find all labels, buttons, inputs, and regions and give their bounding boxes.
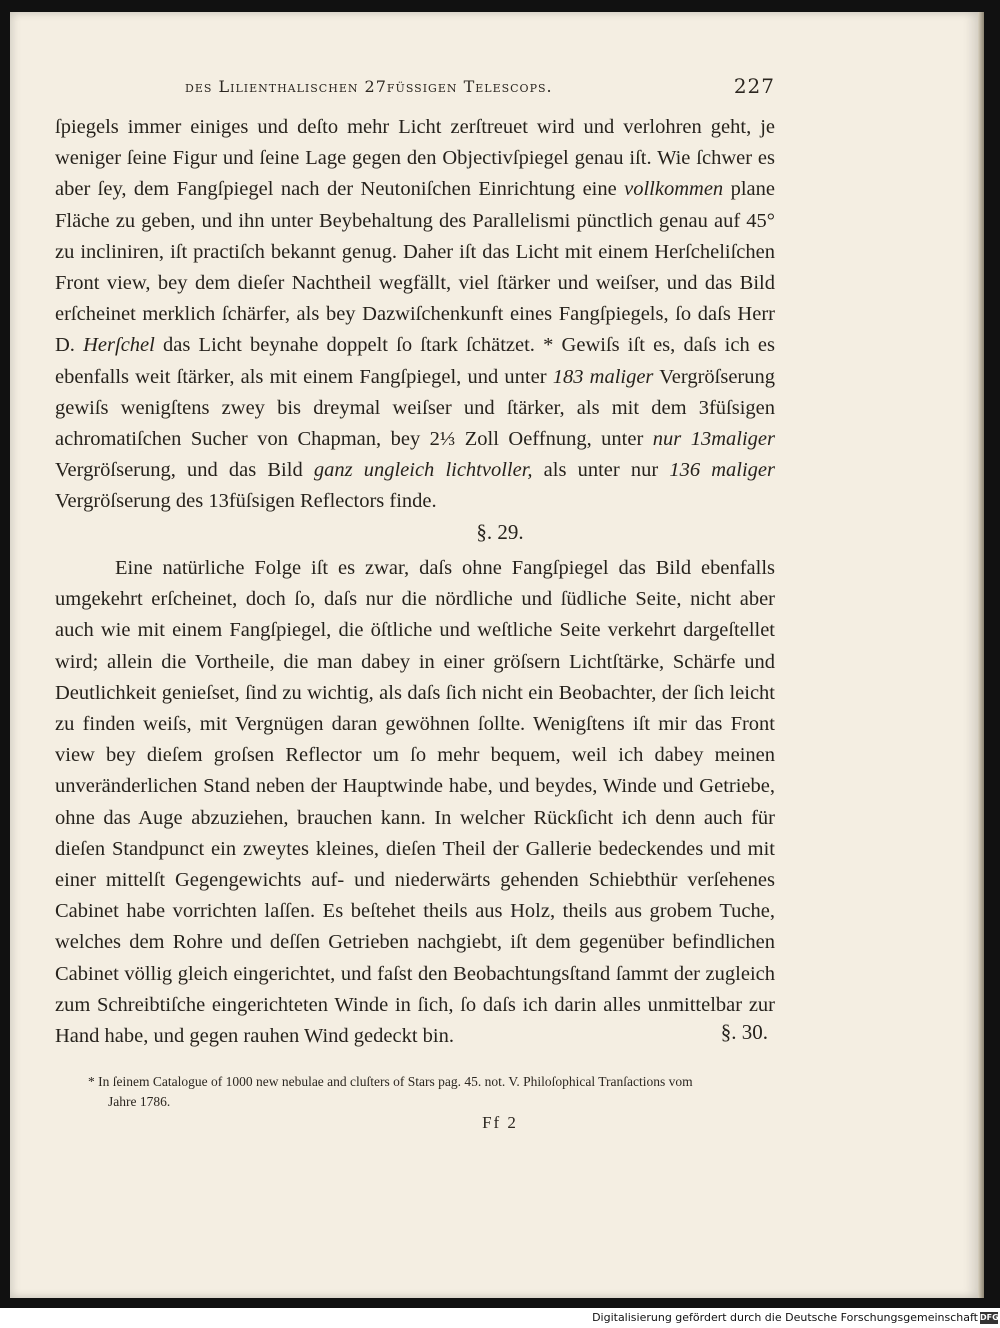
text-run: Vergröſserung des 13füſsigen Reflectors finde. [55, 490, 437, 513]
text-run: das Licht beynahe doppelt ſo ſtark ſchätzet. * Gewiſs iſt es, daſs ich es ebenfalls weit ſtärker, als mit einem Fangſpiegel, und unter [55, 334, 775, 388]
footnote-line-2: Jahre 1786. [108, 1094, 171, 1109]
text-run: ſpiegels immer einiges und deſto mehr Licht zerſtreuet wird und verlohren geht, je weniger ſeine Figur und ſeine Lage gegen den Objectivſpiegel genau iſt. Wie ſchwer es aber ſey, dem Fangſpiegel nach der Neutoniſchen Einrichtung eine [55, 116, 775, 201]
text-run: Vergröſserung, und das Bild [55, 459, 314, 482]
footnote [88, 1072, 778, 1112]
italic-run: 183 maliger [552, 365, 654, 388]
paragraph-2 [55, 553, 775, 1052]
page-number: 227 [733, 74, 775, 98]
dfg-logo: DFG [980, 1313, 999, 1322]
italic-run: ganz ungleich lichtvoller, [313, 459, 533, 482]
italic-run: Herſchel [83, 334, 155, 357]
italic-run: vollkommen [624, 178, 724, 201]
paragraph-1 [55, 112, 775, 518]
section-heading: §. 29. [476, 520, 524, 544]
italic-run: nur 13maliger [652, 428, 776, 451]
italic-run: 136 maliger [669, 459, 775, 482]
footnote-line-1: * In ſeinem Catalogue of 1000 new nebulae and cluſters of Stars pag. 45. not. V. Philoſophical Tranſactions vom [88, 1074, 693, 1089]
running-head [185, 74, 775, 98]
text-run: Eine natürliche Folge iſt es zwar, daſs ohne Fangſpiegel das Bild ebenfalls umgekehrt erſcheinet, doch ſo, daſs nur die nördliche und ſüdliche Seite, nicht aber auch wie mit einem Fangſpiegel, die öſtliche und weſtliche Seite verkehrt dargeſtellet wird; allein die Vortheile, die man dabey in einer gröſsern Lichtſtärke, Schärfe und Deutlichkeit genieſset, ſind zu wichtig, als daſs ſich nicht ein Beobachter, der ſich leicht zu finden weiſs, mit Vergnügen daran gewöhnen ſollte. Wenigſtens iſt mir das Front view bey dieſem groſsen Reflector um ſo mehr bequem, weil ich dabey meinen unveränderlichen Stand neben der Hauptwinde habe, und beydes, Winde und Getriebe, ohne das Auge abzuziehen, brauchen kann. In welcher Rückſicht ich denn auch für dieſen Standpunct ein zweytes kleines, dieſen Theil der Gallerie bedeckendes und mit einer mittelſt Gegengewichts auf- und niederwärts gehenden Schiebthür verſehenes Cabinet habe vorrichten laſſen. Es beſtehet theils aus Holz, theils aus grobem Tuche, welches dem Rohre und deſſen Getrieben nachgiebt, iſt dem gegenüber befindlichen Cabinet völlig gleich eingerichtet, und faſst den Beobachtungsſtand ſammt der zugleich zum Schreibtiſche eingerichteten Winde in ſich, ſo daſs ich darin alles unmittelbar zur Hand habe, und gegen rauhen Wind gedeckt bin. [55, 557, 775, 1048]
text-run: Vergröſserung gewiſs wenigſtens zwey bis dreymal weiſser und ſtärker, als mit dem 3füſsigen achromatiſchen Sucher von Chapman, bey 2⅓ Zoll Oeffnung, unter [55, 365, 775, 451]
catchword-next-section: §. 30. [720, 1020, 768, 1044]
signature-mark: Ff 2 [482, 1113, 518, 1132]
funding-bar [0, 1308, 1000, 1328]
text-run: plane Fläche zu geben, und ihn unter Beybehaltung des Parallelismi pünctlich genau auf 45° zu incliniren, iſt practiſch bekannt genug. Daher iſt das Licht mit einem Herſcheliſchen Front view, bey dem dieſer Nachtheil wegfällt, viel ſtärker und weiſser, und das Bild erſcheinet merklich ſchärfer, als bey Dazwiſchenkunft eines Fangſpiegels, ſo daſs Herr D. [55, 178, 775, 357]
running-title: des Lilienthalischen 27füssigen Telescops. [185, 77, 553, 96]
funding-notice: Digitalisierung gefördert durch die Deutsche Forschungsgemeinschaft [592, 1311, 978, 1324]
page-edge [978, 12, 984, 1298]
text-run: als unter nur [532, 459, 670, 482]
